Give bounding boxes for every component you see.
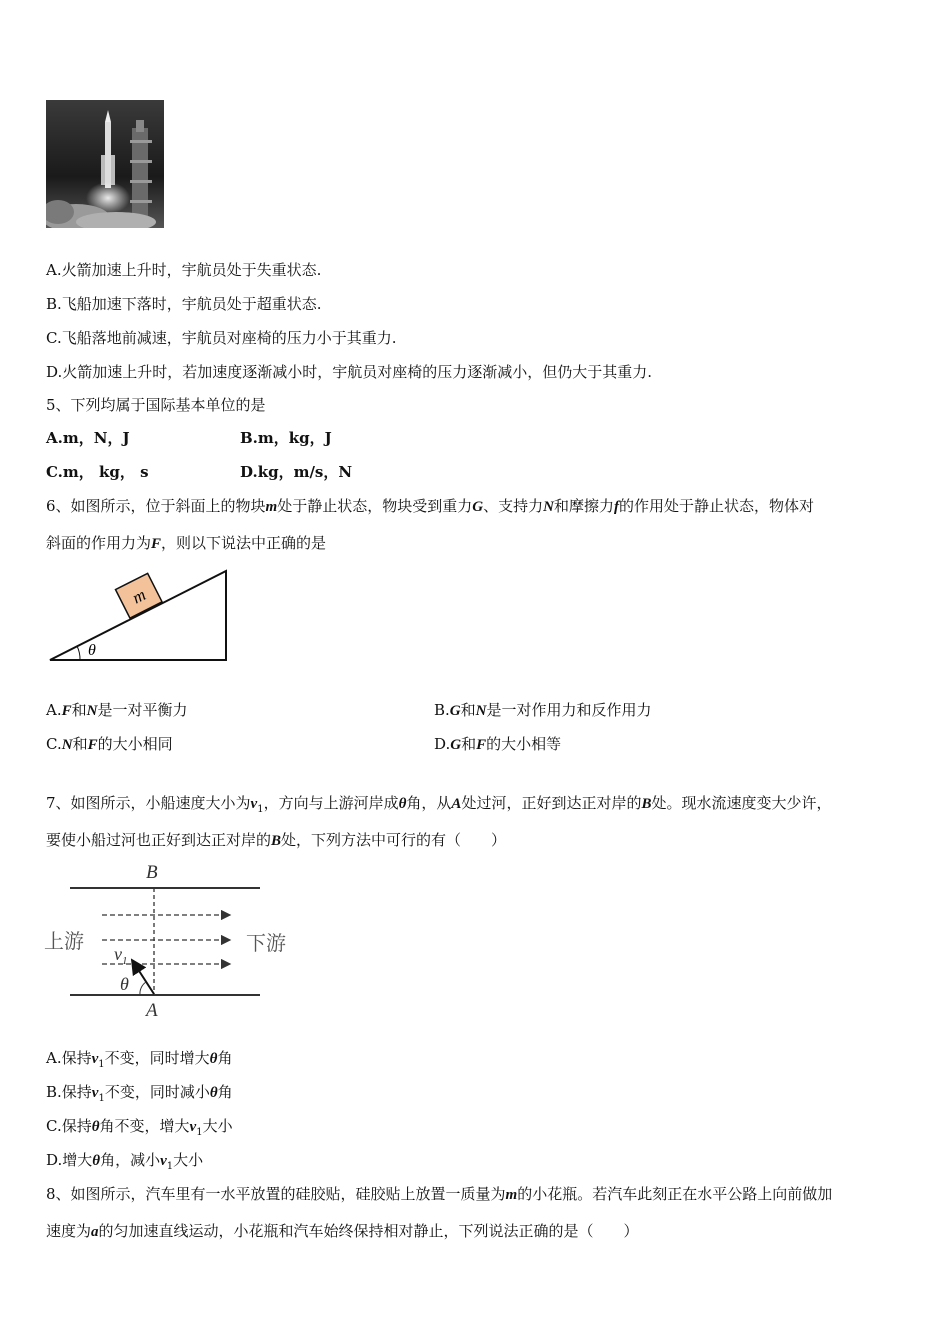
q7-option-c: C.保持θ角不变，增大$v_1$大小 (46, 1117, 233, 1138)
q4-option-a: A.火箭加速上升时，宇航员处于失重状态. (46, 261, 322, 279)
q5-option-d: D.kg，m/s，N (240, 463, 353, 481)
q4-option-b: B.飞船加速下落时，宇航员处于超重状态. (46, 295, 322, 313)
q5-option-a: A.m，N，J (46, 429, 130, 447)
incline-angle-label: θ (88, 642, 96, 659)
river-angle-label: θ (120, 974, 129, 994)
block-label: m (129, 584, 149, 608)
river-label-a: A (146, 1000, 158, 1021)
q6-option-c: C.N和F的大小相同 (46, 735, 173, 753)
q6-option-d: D.G和F的大小相等 (434, 735, 562, 753)
q8-stem-line2: 速度为a的匀加速直线运动，小花瓶和汽车始终保持相对静止，下列说法正确的是（ ） (46, 1222, 639, 1240)
q7-option-d: D.增大θ角，减小$v_1$大小 (46, 1151, 204, 1172)
q6-stem-line1: 6、如图所示，位于斜面上的物块m处于静止状态，物块受到重力G、支持力N和摩擦力f的作用处于静止状态，物体对 (46, 497, 814, 515)
q7-option-a: A.保持$v_1$不变，同时增大θ角 (46, 1049, 233, 1070)
q6-option-b: B.G和N是一对作用力和反作用力 (434, 701, 652, 719)
velocity-label: $v_1$ (114, 944, 128, 967)
river-label-b: B (146, 862, 158, 883)
q6-option-a: A.F和N是一对平衡力 (46, 701, 188, 719)
downstream-label: 下游 (246, 933, 286, 955)
river-figure (40, 858, 310, 1023)
q5-stem: 5、下列均属于国际基本单位的是 (46, 396, 266, 414)
q7-stem-line2: 要使小船过河也正好到达正对岸的B处，下列方法中可行的有（ ） (46, 831, 507, 849)
rocket-launch-photo (46, 100, 164, 228)
incline-figure (46, 566, 236, 666)
q6-stem-line2: 斜面的作用力为F，则以下说法中正确的是 (46, 534, 327, 552)
q7-stem-line1: 7、如图所示，小船速度大小为$v_1$，方向与上游河岸成θ角，从A处过河，正好到达正对岸的B处。现水流速度变大少许， (46, 794, 832, 815)
q4-option-d: D.火箭加速上升时，若加速度逐渐减小时，宇航员对座椅的压力逐渐减小，但仍大于其重力. (46, 363, 653, 381)
upstream-label: 上游 (44, 931, 84, 953)
q4-option-c: C.飞船落地前减速，宇航员对座椅的压力小于其重力. (46, 329, 397, 347)
q8-stem-line1: 8、如图所示，汽车里有一水平放置的硅胶贴，硅胶贴上放置一质量为m的小花瓶。若汽车此刻正在水平公路上向前做加 (46, 1185, 833, 1203)
q5-option-b: B.m，kg，J (240, 429, 332, 447)
q5-option-c: C.m， kg， s (46, 463, 149, 481)
q7-option-b: B.保持$v_1$不变，同时减小θ角 (46, 1083, 233, 1104)
